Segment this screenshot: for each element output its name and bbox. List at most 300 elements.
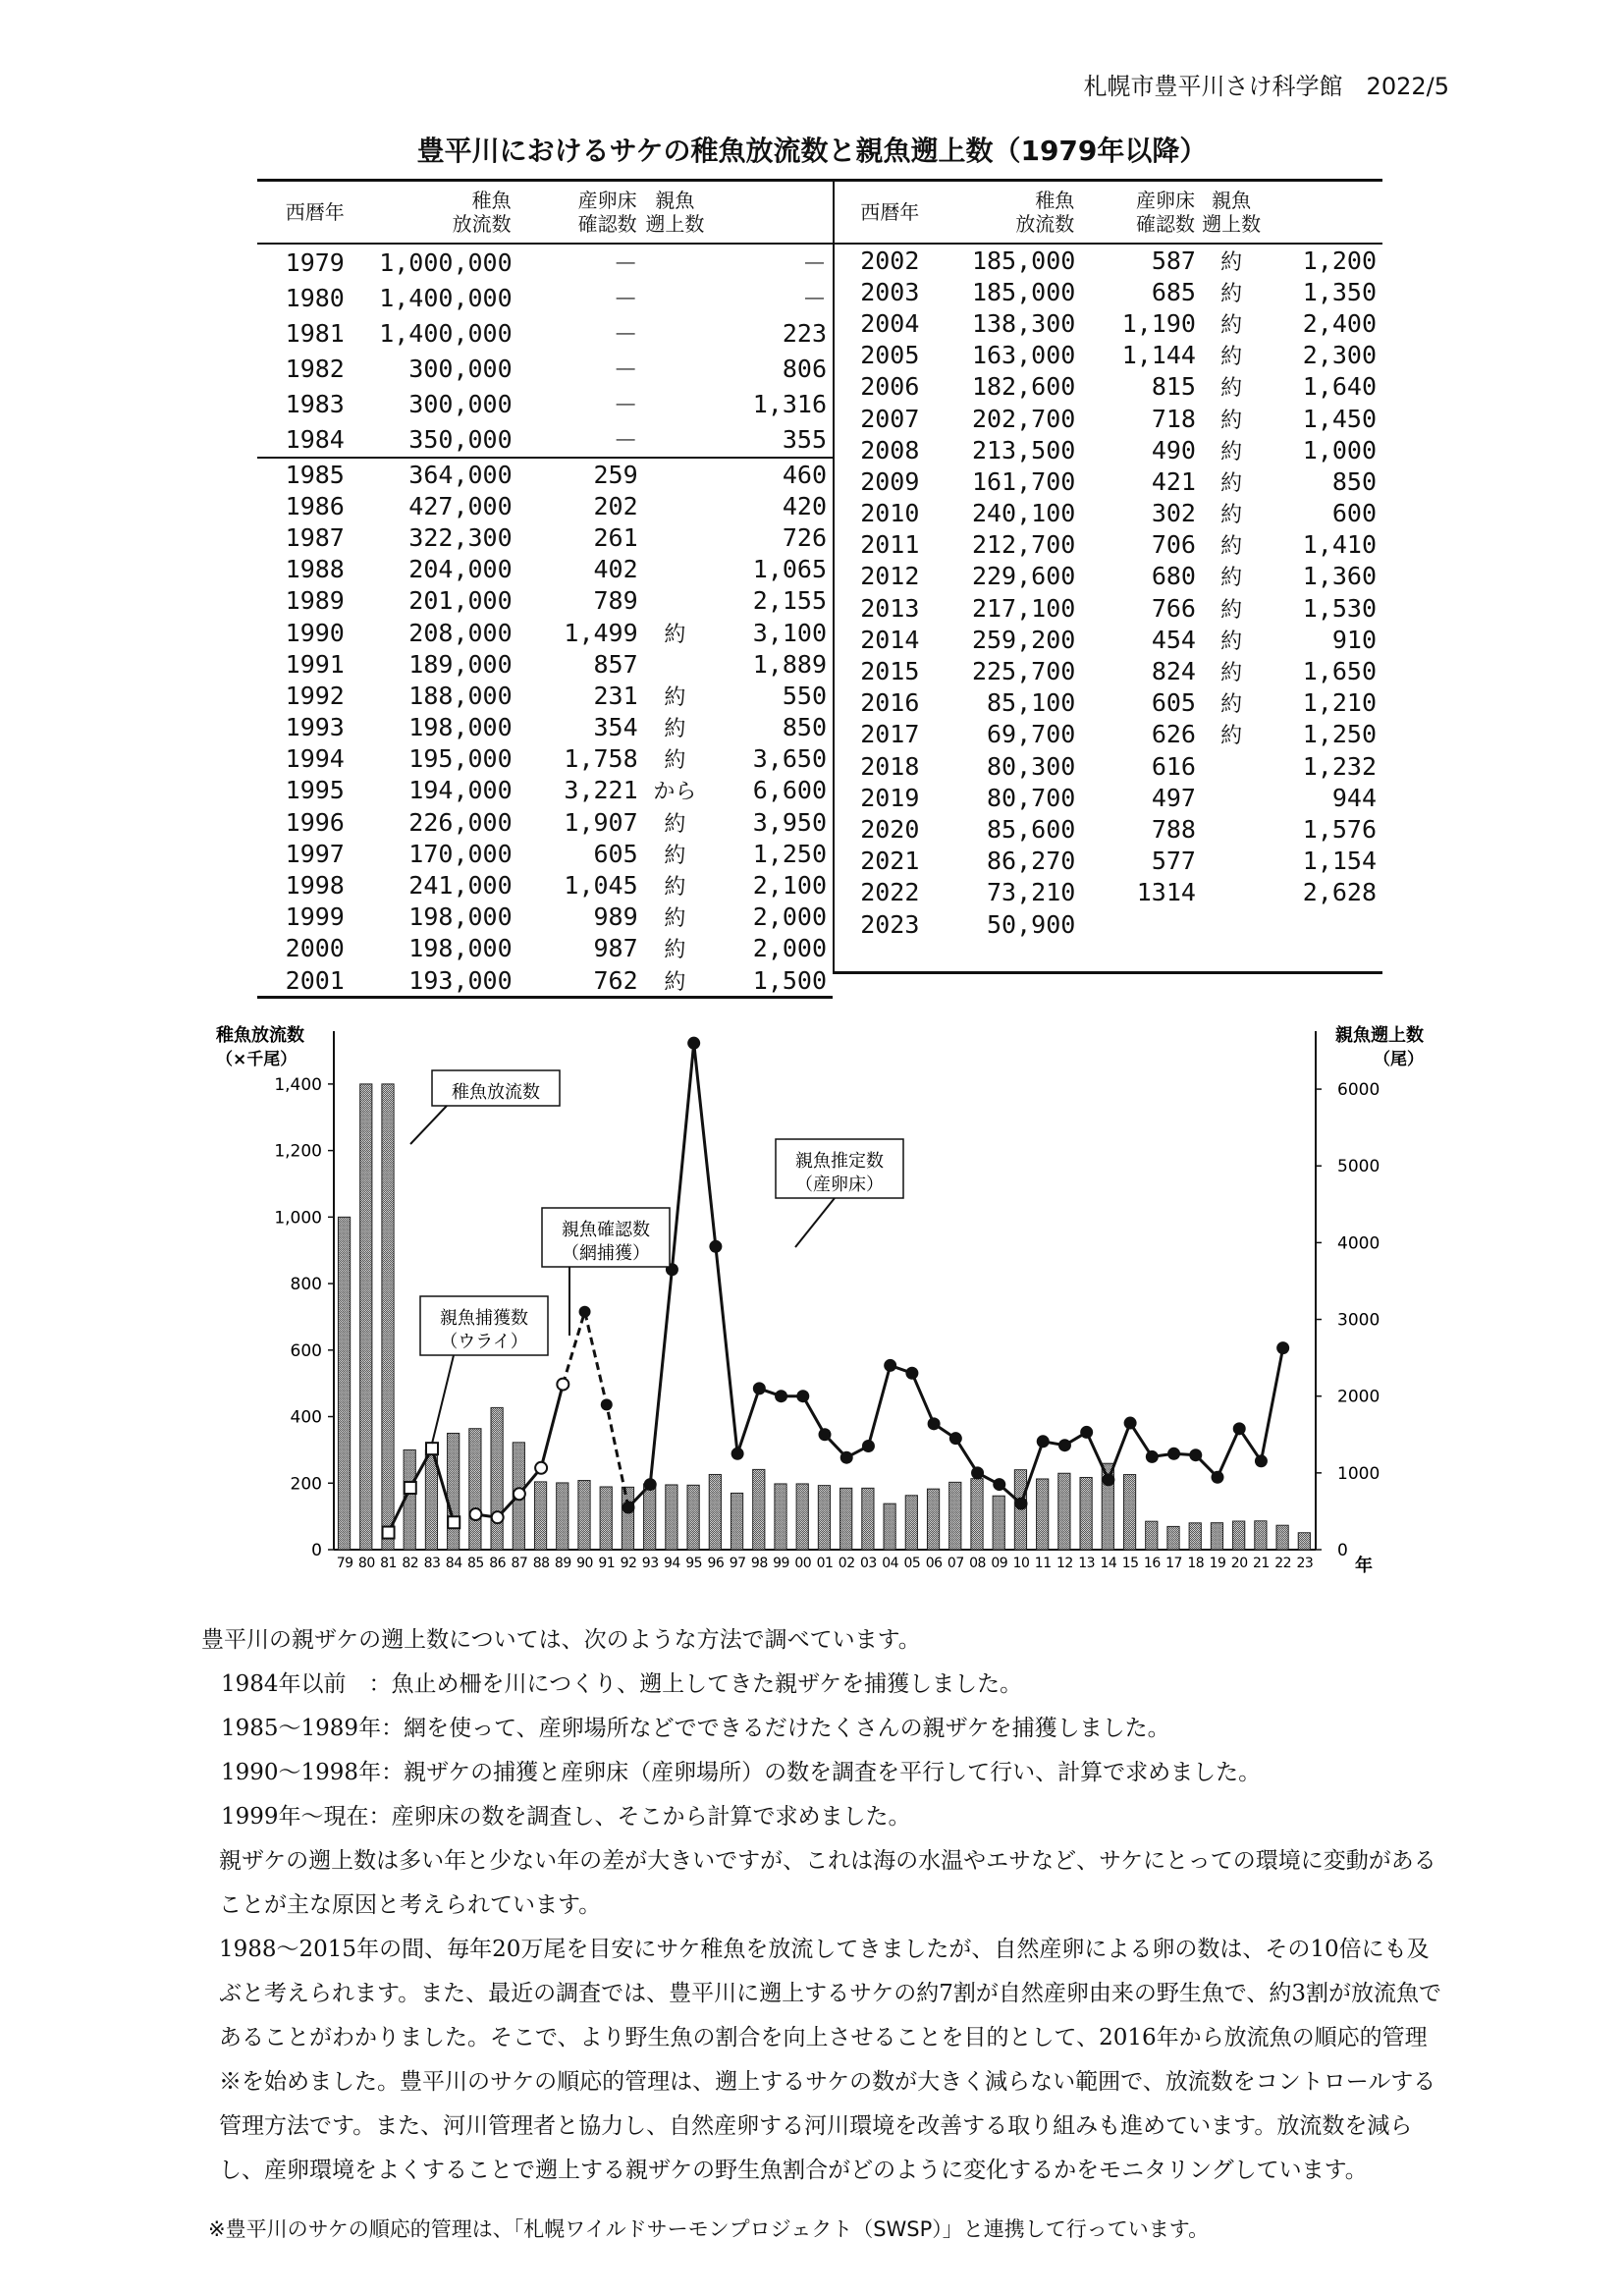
paragraph-1: 親ザケの遡上数は多い年と少ない年の差が大きいですが、これは海の水温やエサなど、サケにとっての環境に変動があることが主な原因と考えられています。 <box>219 1848 1436 1918</box>
table-cell: 212,700 <box>971 530 1076 560</box>
table-cell: 約 <box>664 875 686 901</box>
x-tick-label: 21 <box>1253 1556 1270 1571</box>
x-tick-label: 91 <box>598 1556 616 1571</box>
table-cell: 1,500 <box>752 965 827 995</box>
table-cell: 910 <box>1331 625 1377 654</box>
table-cell: 454 <box>1151 625 1196 654</box>
table-cell: 約 <box>1220 439 1243 465</box>
table-cell: 約 <box>664 717 686 742</box>
table-row <box>834 244 1382 276</box>
table-cell: 約 <box>1220 597 1243 623</box>
table-cell: 241,000 <box>408 871 513 901</box>
fry-bar <box>862 1488 874 1550</box>
trap-label: 親魚捕獲数 <box>440 1308 528 1329</box>
table-row <box>834 529 1382 561</box>
table-row <box>834 276 1382 307</box>
table-row <box>834 908 1382 940</box>
table-cell: 2008 <box>860 435 920 465</box>
table-cell: 1,232 <box>1302 751 1377 781</box>
table-cell: 1,316 <box>752 389 827 418</box>
table-cell <box>638 458 713 490</box>
table-row <box>257 964 833 998</box>
redd-point <box>1233 1422 1246 1435</box>
table-cell: 約 <box>1220 376 1243 402</box>
fry-bar <box>622 1487 633 1550</box>
table-cell: 1988 <box>285 555 345 584</box>
table-row <box>257 806 833 838</box>
table-cell: 587 <box>1151 246 1196 275</box>
table-cell: － <box>613 285 638 313</box>
weir-point <box>405 1482 416 1494</box>
page-title: 豊平川におけるサケの稚魚放流数と親魚遡上数（1979年以降） <box>416 135 1208 167</box>
fry-bar <box>687 1485 699 1550</box>
table-cell: 427,000 <box>408 491 513 520</box>
table-cell: 約 <box>1220 724 1243 749</box>
table-row <box>257 712 833 743</box>
table-cell <box>638 521 713 553</box>
table-cell: 850 <box>1331 466 1377 496</box>
table-cell: 1,400,000 <box>379 283 513 312</box>
fry-bar <box>905 1496 917 1550</box>
redd-point <box>905 1367 918 1380</box>
table-cell: 2,155 <box>752 586 827 616</box>
x-tick-label: 08 <box>969 1556 986 1571</box>
table-cell: 2014 <box>860 625 920 654</box>
table-cell: 726 <box>782 522 827 552</box>
table-cell: 約 <box>664 748 686 774</box>
table-cell: 85,100 <box>987 688 1076 718</box>
redd-point <box>840 1451 853 1464</box>
table-cell <box>1075 940 1196 973</box>
fry-bar <box>1146 1521 1158 1550</box>
redd-point <box>971 1466 984 1479</box>
table-cell: 2011 <box>860 530 920 560</box>
table-cell: 1,000 <box>1302 435 1377 465</box>
redd-label: 親魚推定数 <box>795 1151 884 1172</box>
x-tick-label: 15 <box>1121 1556 1139 1571</box>
fry-bar <box>731 1493 742 1550</box>
table-cell: 約 <box>1220 281 1243 306</box>
table-cell: 1995 <box>285 776 345 805</box>
table-cell: 213,500 <box>971 435 1076 465</box>
redd-point <box>796 1390 809 1402</box>
table-cell <box>1196 908 1267 940</box>
table-cell: 1991 <box>285 649 345 679</box>
table-cell: 約 <box>664 622 686 647</box>
table-cell: 259,200 <box>971 625 1076 654</box>
x-tick-label: 82 <box>402 1556 419 1571</box>
table-cell: 1,889 <box>752 649 827 679</box>
table-cell: 73,210 <box>987 878 1076 907</box>
table-cell: 1,190 <box>1121 308 1196 338</box>
x-tick-label: 19 <box>1209 1556 1226 1571</box>
fry-bar <box>534 1482 546 1550</box>
table-cell: 2,400 <box>1302 308 1377 338</box>
x-tick-label: 17 <box>1165 1556 1182 1571</box>
table-row <box>834 687 1382 719</box>
table-cell: 1,250 <box>752 839 827 868</box>
x-tick-label: 87 <box>511 1556 528 1571</box>
fry-bar <box>1276 1525 1288 1550</box>
table-cell: 204,000 <box>408 555 513 584</box>
x-tick-label: 03 <box>860 1556 877 1571</box>
weir-point <box>426 1443 438 1454</box>
table-cell: 約 <box>664 969 686 995</box>
table-cell: 202 <box>593 491 638 520</box>
table-cell: 944 <box>1331 783 1377 812</box>
table-cell: 189,000 <box>408 649 513 679</box>
net-point <box>492 1511 504 1523</box>
redd-label: （産卵床） <box>795 1175 884 1195</box>
x-tick-label: 11 <box>1034 1556 1052 1571</box>
table-cell: 1,450 <box>1302 404 1377 433</box>
table-cell: 1986 <box>285 491 345 520</box>
table-cell: 約 <box>1220 408 1243 433</box>
redd-point <box>1037 1435 1050 1448</box>
table-row <box>257 585 833 617</box>
table-cell: 420 <box>782 491 827 520</box>
table-cell: 208,000 <box>408 618 513 647</box>
fry-bar <box>927 1489 939 1550</box>
redd-point <box>928 1417 941 1430</box>
table-cell: 1990 <box>285 618 345 647</box>
x-tick-label: 23 <box>1296 1556 1314 1571</box>
table-cell: 約 <box>1220 692 1243 718</box>
redd-point <box>644 1478 657 1491</box>
table-cell: 815 <box>1151 372 1196 402</box>
table-cell: 50,900 <box>987 909 1076 939</box>
x-tick-label: 89 <box>554 1556 571 1571</box>
fry-bar <box>840 1488 852 1550</box>
fry-bar <box>1211 1523 1222 1550</box>
table-cell: 1992 <box>285 681 345 710</box>
table-row <box>834 655 1382 686</box>
table-cell: 202,700 <box>971 404 1076 433</box>
table-cell: 706 <box>1151 530 1196 560</box>
table-cell: 1,210 <box>1302 688 1377 718</box>
table-row <box>834 434 1382 465</box>
redd-point <box>1212 1471 1224 1484</box>
table-cell: 1,530 <box>1302 593 1377 623</box>
table-cell <box>638 280 713 315</box>
fry-bar <box>600 1487 612 1550</box>
table-cell: 2,000 <box>752 934 827 963</box>
table-row <box>257 617 833 648</box>
table-cell: 3,100 <box>752 618 827 647</box>
table-cell: 490 <box>1151 435 1196 465</box>
x-tick-label: 80 <box>357 1556 375 1571</box>
table-row <box>257 521 833 553</box>
x-tick-label: 06 <box>925 1556 943 1571</box>
table-cell: 1979 <box>285 247 345 277</box>
table-row <box>257 421 833 458</box>
table-cell: 1980 <box>285 283 345 312</box>
table-cell: 161,700 <box>971 466 1076 496</box>
table-cell: 約 <box>1220 534 1243 560</box>
table-row <box>834 307 1382 339</box>
fry-bar <box>382 1084 394 1550</box>
table-cell: 300,000 <box>408 354 513 383</box>
table-cell: 170,000 <box>408 839 513 868</box>
redd-point <box>709 1240 722 1253</box>
table-cell: 497 <box>1151 783 1196 812</box>
page-header: 札幌市豊平川さけ科学館 2022/5 <box>1083 73 1449 100</box>
redd-point <box>687 1037 700 1050</box>
table-row <box>834 465 1382 497</box>
table-cell: 1987 <box>285 522 345 552</box>
redd-point <box>775 1390 787 1402</box>
redd-point <box>819 1428 832 1441</box>
redd-point <box>1124 1417 1137 1430</box>
weir-point <box>448 1516 460 1528</box>
x-tick-label: 96 <box>707 1556 725 1571</box>
col-year: 西暦年 <box>257 181 373 245</box>
table-cell: 857 <box>593 649 638 679</box>
x-tick-label: 02 <box>838 1556 855 1571</box>
table-cell: 217,100 <box>971 593 1076 623</box>
table-cell: 約 <box>1220 312 1243 338</box>
table-cell: 350,000 <box>408 424 513 454</box>
x-tick-label: 12 <box>1056 1556 1073 1571</box>
table-cell: 86,270 <box>987 847 1076 876</box>
table-cell: 1,350 <box>1302 277 1377 306</box>
table-cell: 229,600 <box>971 562 1076 591</box>
body-text <box>201 1618 1448 2193</box>
table-cell: 2000 <box>285 934 345 963</box>
x-tick-label: 88 <box>532 1556 550 1571</box>
table-row <box>257 902 833 933</box>
left-tick-label: 600 <box>290 1340 322 1361</box>
table-cell: 2013 <box>860 593 920 623</box>
net-point <box>535 1462 547 1474</box>
table-cell: 550 <box>782 681 827 710</box>
table-cell: 240,100 <box>971 499 1076 528</box>
table-cell: 85,600 <box>987 814 1076 844</box>
x-tick-label: 04 <box>882 1556 899 1571</box>
table-cell <box>1196 846 1267 877</box>
right-tick-label: 6000 <box>1337 1080 1380 1101</box>
table-row <box>834 719 1382 750</box>
table-cell <box>834 940 946 973</box>
x-tick-label: 95 <box>685 1556 703 1571</box>
right-axis-title: 親魚遡上数 <box>1335 1025 1424 1046</box>
right-tick-label: 3000 <box>1337 1310 1380 1331</box>
fry-bar <box>578 1481 590 1550</box>
fry-arrow <box>410 1106 447 1144</box>
net-label: 親魚確認数 <box>562 1220 650 1240</box>
table-cell <box>638 585 713 617</box>
fry-bar <box>818 1486 830 1550</box>
x-tick-label: 10 <box>1012 1556 1030 1571</box>
table-cell: 193,000 <box>408 965 513 995</box>
right-axis-unit: （尾） <box>1374 1050 1424 1069</box>
table-cell <box>946 940 1076 973</box>
table-cell: 約 <box>1220 249 1243 275</box>
table-cell: 198,000 <box>408 713 513 742</box>
left-axis-title: 稚魚放流数 <box>216 1025 304 1046</box>
table-row <box>834 813 1382 845</box>
table-cell: 987 <box>593 934 638 963</box>
table-row <box>834 782 1382 813</box>
table-cell: 1,154 <box>1302 847 1377 876</box>
fry-bar <box>1255 1521 1267 1550</box>
fry-label: 稚魚放流数 <box>452 1082 540 1103</box>
method-4: 1999年～現在：産卵床の数を調査し、そこから計算で求めました。 <box>221 1804 911 1830</box>
table-cell: 2001 <box>285 965 345 995</box>
table-cell: 402 <box>593 555 638 584</box>
table-row <box>257 933 833 964</box>
redd-point <box>949 1432 962 1445</box>
x-tick-label: 20 <box>1230 1556 1248 1571</box>
table-cell: － <box>613 355 638 384</box>
table-row <box>257 244 833 280</box>
method-1: 1984年以前 ：魚止め柵を川につくり、遡上してきた親ザケを捕獲しました。 <box>221 1671 1023 1697</box>
table-cell: から <box>653 780 697 805</box>
table-cell: 2006 <box>860 372 920 402</box>
x-tick-label: 83 <box>423 1556 441 1571</box>
method-2: 1985～1989年：網を使って、産卵場所などでできるだけたくさんの親ザケを捕獲しました。 <box>221 1716 1170 1741</box>
x-tick-label: 01 <box>816 1556 834 1571</box>
left-tick-label: 400 <box>290 1407 322 1428</box>
method-3: 1990～1998年：親ザケの捕獲と産卵床（産卵場所）の数を調査を平行して行い、計算で求めました。 <box>221 1760 1262 1785</box>
table-cell: 約 <box>1220 503 1243 528</box>
table-cell: － <box>801 249 827 278</box>
table-cell: － <box>801 285 827 313</box>
table-cell: 1998 <box>285 871 345 901</box>
fry-bar <box>1058 1473 1070 1550</box>
right-tick-label: 0 <box>1337 1541 1348 1560</box>
fry-bar <box>469 1429 481 1550</box>
table-row <box>257 490 833 521</box>
table-cell: 201,000 <box>408 586 513 616</box>
fry-bar <box>557 1483 568 1550</box>
table-cell: 766 <box>1151 593 1196 623</box>
table-cell: 300,000 <box>408 389 513 418</box>
table-cell: 577 <box>1151 847 1196 876</box>
x-tick-label: 81 <box>380 1556 397 1571</box>
table-cell: 185,000 <box>971 277 1076 306</box>
table-cell: 2015 <box>860 657 920 686</box>
table-cell: 1,200 <box>1302 246 1377 275</box>
table-cell: 626 <box>1151 720 1196 749</box>
table-cell: 364,000 <box>373 458 513 490</box>
table-cell: 1,650 <box>1302 657 1377 686</box>
redd-point <box>993 1478 1005 1491</box>
x-tick-label: 00 <box>794 1556 812 1571</box>
fry-bar <box>448 1433 460 1550</box>
table-cell: 185,000 <box>971 246 1076 275</box>
table-cell <box>638 315 713 351</box>
table-cell: 2017 <box>860 720 920 749</box>
redd-point <box>1015 1498 1028 1510</box>
table-cell: － <box>613 249 638 278</box>
table-cell: 2018 <box>860 751 920 781</box>
net-estimate-point <box>579 1306 591 1318</box>
table-cell: 1999 <box>285 902 345 932</box>
table-row <box>257 386 833 421</box>
table-cell <box>638 421 713 458</box>
col-fry: 稚魚 放流数 <box>946 181 1076 245</box>
table-cell: 1,250 <box>1302 720 1377 749</box>
fry-bar <box>1123 1475 1135 1550</box>
table-cell: 850 <box>782 713 827 742</box>
fry-bar <box>1189 1523 1201 1550</box>
table-cell: 1993 <box>285 713 345 742</box>
table-row <box>257 743 833 775</box>
table-cell: 2009 <box>860 466 920 496</box>
table-cell: 2003 <box>860 277 920 306</box>
table-cell <box>1196 813 1267 845</box>
table-cell: 163,000 <box>971 341 1076 370</box>
table-cell: 約 <box>1220 470 1243 496</box>
table-cell <box>638 648 713 680</box>
table-cell <box>1267 940 1382 973</box>
net-estimate-line <box>563 1312 628 1507</box>
x-tick-label: 18 <box>1187 1556 1205 1571</box>
table-cell <box>638 490 713 521</box>
table-cell: 3,950 <box>752 807 827 837</box>
table-row <box>257 458 833 490</box>
table-cell: 1,576 <box>1302 814 1377 844</box>
table-cell: 605 <box>1151 688 1196 718</box>
table-cell <box>1267 908 1382 940</box>
col-redd: 産卵床 確認数 <box>513 181 638 245</box>
col-fry: 稚魚 放流数 <box>373 181 513 245</box>
table-cell: 182,600 <box>971 372 1076 402</box>
table-cell: 225,700 <box>971 657 1076 686</box>
table-cell: 355 <box>782 424 827 454</box>
table-cell: 421 <box>1151 466 1196 496</box>
table-cell <box>1196 877 1267 908</box>
table-cell: 1983 <box>285 389 345 418</box>
table-cell: 約 <box>1220 629 1243 654</box>
net-point <box>557 1379 568 1391</box>
table-cell: 198,000 <box>408 902 513 932</box>
table-cell: 1,144 <box>1121 341 1196 370</box>
table-cell: 1,400,000 <box>379 318 513 348</box>
table-cell: 1996 <box>285 807 345 837</box>
table-cell: 762 <box>593 965 638 995</box>
table-cell <box>638 554 713 585</box>
table-cell: 3,650 <box>752 744 827 774</box>
table-cell: 6,600 <box>752 776 827 805</box>
table-cell: 3,221 <box>564 776 638 805</box>
table-cell: 188,000 <box>408 681 513 710</box>
table-cell: 680 <box>1151 562 1196 591</box>
table-cell: － <box>613 391 638 419</box>
left-tick-label: 200 <box>290 1474 322 1495</box>
table-cell: 2021 <box>860 847 920 876</box>
table-row <box>834 340 1382 371</box>
table-cell: 2016 <box>860 688 920 718</box>
left-tick-label: 1,000 <box>274 1208 322 1229</box>
table-cell: 1982 <box>285 354 345 383</box>
table-cell: 2002 <box>860 246 920 275</box>
fry-bar <box>796 1484 808 1550</box>
table-cell: 806 <box>782 354 827 383</box>
table-row <box>257 351 833 386</box>
table-cell: 約 <box>1220 661 1243 686</box>
x-tick-label: 99 <box>773 1556 789 1571</box>
x-tick-label: 09 <box>991 1556 1008 1571</box>
col-adult <box>1267 181 1382 245</box>
table-cell: － <box>613 320 638 349</box>
table-cell: 1989 <box>285 586 345 616</box>
paragraph-2: 1988～2015年の間、毎年20万尾を目安にサケ稚魚を放流してきましたが、自然産卵による卵の数は、その10倍にも及ぶと考えられます。また、最近の調査では、豊平川に遡上するサケの約7割が自然産卵由来の野生魚で、約3割が放流魚であることがわかりました。そこで、より野生魚の割合を向上させることを目的として、2016年から放流魚の順応的管理※を始めました。豊平川のサケの順応的管理は、遡上するサケの数が大きく減らない範囲で、放流数をコントロールする管理方法です。また、河川管理者と協力し、自然産卵する河川環境を改善する取り組みも進めています。放流数を減らし、産卵環境をよくすることで遡上する親ザケの野生魚割合がどのように変化するかをモニタリングしています。 <box>219 1937 1442 2183</box>
table-cell: 1985 <box>257 458 373 490</box>
table-cell: 1,065 <box>752 555 827 584</box>
table-cell: － <box>613 426 638 455</box>
